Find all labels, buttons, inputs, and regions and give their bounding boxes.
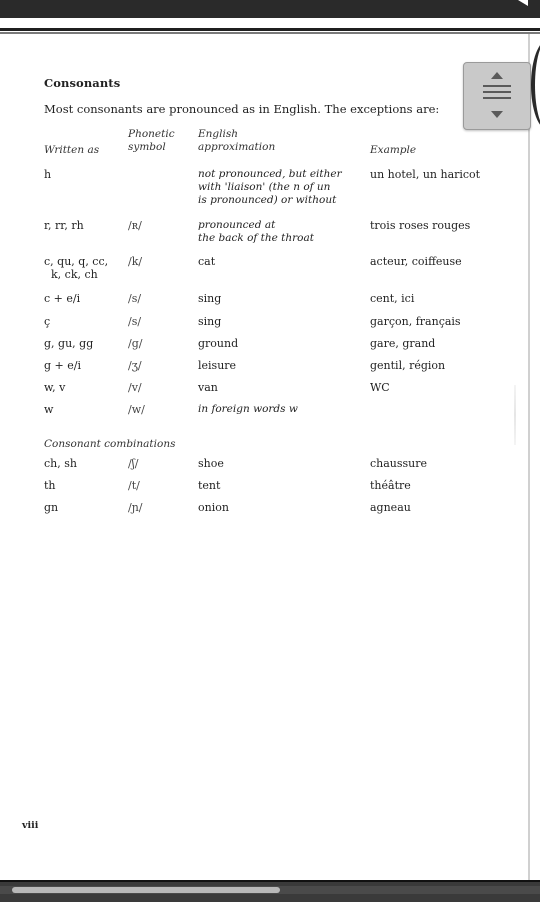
approx-line: the back of the throat bbox=[198, 232, 314, 244]
approx-cell: leisure bbox=[198, 359, 237, 372]
horizontal-scroll-thumb[interactable] bbox=[12, 887, 280, 893]
written-cell: gn bbox=[44, 501, 59, 514]
approx-cell: in foreign words w bbox=[198, 403, 298, 415]
written-cell: w bbox=[44, 403, 54, 416]
scroll-down-icon bbox=[491, 111, 503, 118]
symbol-cell: /w/ bbox=[128, 403, 145, 416]
approx-cell: shoe bbox=[198, 457, 224, 470]
column-header-english-line2: approximation bbox=[198, 141, 276, 153]
written-line: k, ck, ch bbox=[51, 268, 98, 281]
symbol-cell: /ʀ/ bbox=[128, 219, 142, 232]
column-header-english bbox=[198, 128, 275, 154]
written-cell: ch, sh bbox=[44, 457, 77, 470]
written-cell: c + e/i bbox=[44, 292, 81, 305]
column-header-written: Written as bbox=[44, 144, 100, 156]
written-cell: ç bbox=[44, 315, 51, 328]
status-bar bbox=[0, 0, 540, 18]
column-header-english-line1: English bbox=[198, 128, 239, 140]
written-cell: g, gu, gg bbox=[44, 337, 94, 350]
example-cell: gare, grand bbox=[370, 337, 436, 350]
grip-line bbox=[483, 91, 511, 93]
section-heading: Consonants bbox=[44, 76, 121, 90]
example-cell: acteur, coiffeuse bbox=[370, 255, 462, 268]
symbol-cell: /v/ bbox=[128, 381, 142, 394]
symbol-cell: /ɲ/ bbox=[128, 501, 143, 514]
approx-cell: sing bbox=[198, 315, 222, 328]
column-header-phonetic bbox=[128, 128, 175, 154]
column-header-phonetic-line1: Phonetic bbox=[128, 128, 175, 140]
written-cell: g + e/i bbox=[44, 359, 81, 372]
page-number: viii bbox=[22, 820, 39, 831]
scroll-handle-icon[interactable] bbox=[463, 62, 531, 130]
approx-cell bbox=[198, 168, 342, 207]
approx-cell: onion bbox=[198, 501, 229, 514]
top-divider bbox=[0, 28, 540, 31]
approx-cell: van bbox=[198, 381, 218, 394]
approx-line: not pronounced, but either bbox=[198, 168, 342, 180]
approx-cell bbox=[198, 219, 314, 245]
column-header-example: Example bbox=[370, 144, 417, 156]
next-page-edge bbox=[531, 40, 540, 130]
corner-icon bbox=[518, 0, 528, 6]
written-cell bbox=[44, 255, 108, 281]
written-cell: th bbox=[44, 479, 56, 492]
symbol-cell: /ʒ/ bbox=[128, 359, 142, 372]
approx-cell: ground bbox=[198, 337, 239, 350]
example-cell: gentil, région bbox=[370, 359, 446, 372]
example-cell: théâtre bbox=[370, 479, 411, 492]
approx-line: pronounced at bbox=[198, 219, 276, 231]
grip-line bbox=[483, 97, 511, 99]
symbol-cell: /k/ bbox=[128, 255, 143, 268]
scroll-up-icon bbox=[491, 72, 503, 79]
written-cell: h bbox=[44, 168, 52, 181]
page-edge bbox=[528, 34, 530, 880]
symbol-cell: /s/ bbox=[128, 292, 142, 305]
symbol-cell: /t/ bbox=[128, 479, 140, 492]
example-cell: cent, ici bbox=[370, 292, 415, 305]
symbol-cell: /ʃ/ bbox=[128, 457, 139, 470]
approx-cell: tent bbox=[198, 479, 221, 492]
approx-cell: cat bbox=[198, 255, 216, 268]
example-cell: chaussure bbox=[370, 457, 428, 470]
example-cell: trois roses rouges bbox=[370, 219, 471, 232]
example-cell: un hotel, un haricot bbox=[370, 168, 481, 181]
approx-line: with 'liaison' (the n of un bbox=[198, 181, 331, 193]
combinations-heading: Consonant combinations bbox=[44, 438, 176, 450]
intro-text: Most consonants are pronounced as in English. The exceptions are: bbox=[44, 102, 440, 116]
example-cell: agneau bbox=[370, 501, 411, 514]
grip-line bbox=[483, 85, 511, 87]
approx-line: is pronounced) or without bbox=[198, 194, 337, 206]
approx-cell: sing bbox=[198, 292, 222, 305]
written-cell: w, v bbox=[44, 381, 66, 394]
symbol-cell: /g/ bbox=[128, 337, 143, 350]
symbol-cell: /s/ bbox=[128, 315, 142, 328]
book-page bbox=[0, 34, 528, 880]
example-cell: garçon, français bbox=[370, 315, 461, 328]
written-line: c, qu, q, cc, bbox=[44, 255, 109, 268]
written-cell: r, rr, rh bbox=[44, 219, 84, 232]
example-cell: WC bbox=[370, 381, 390, 394]
column-header-phonetic-line2: symbol bbox=[128, 141, 166, 153]
